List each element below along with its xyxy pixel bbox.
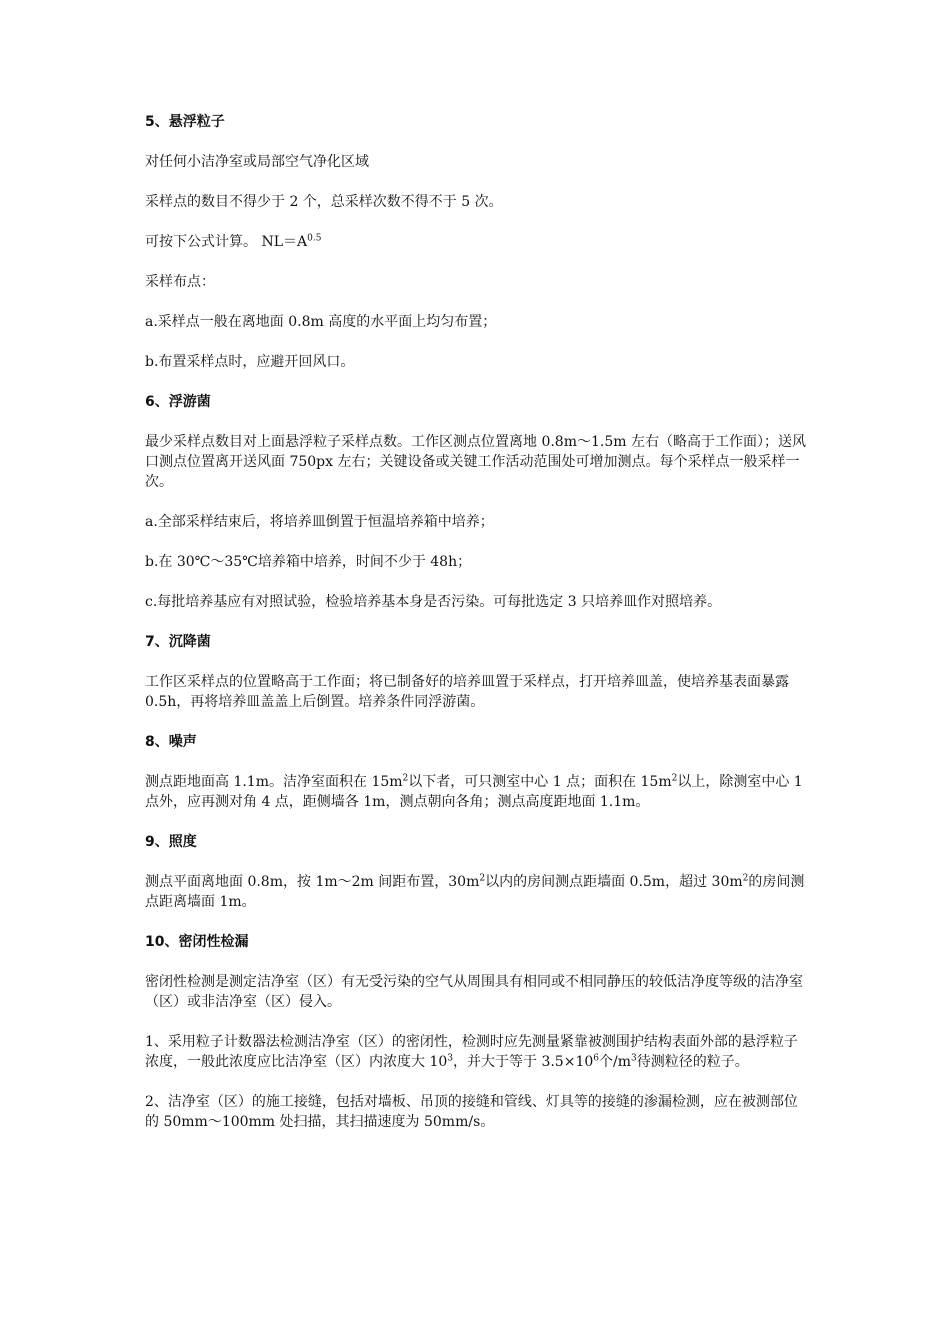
section-6-item-c: c.每批培养基应有对照试验，检验培养基本身是否污染。可每批选定 3 只培养皿作对照培养。 [145, 594, 722, 610]
text-run: 1、采用粒子计数器法检测洁净室（区）的密闭性，检测时应先测量紧靠被测围护结构表面外部的悬浮粒子浓度，一般此浓度应比洁净室（区）内浓度大 10 [145, 1034, 798, 1070]
section-7-paragraph-1: 工作区采样点的位置略高于工作面；将已制备好的培养皿置于采样点，打开培养皿盖，使培养基表面暴露 0.5h，再将培养皿盖盖上后倒置。培养条件同浮游菌。 [145, 674, 789, 710]
document-body [145, 112, 810, 1152]
section-5-item-a: a.采样点一般在离地面 0.8m 高度的水平面上均匀布置； [145, 314, 497, 330]
superscript: 3 [631, 1053, 637, 1064]
section-6-item-a: a.全部采样结束后，将培养皿倒置于恒温培养箱中培养； [145, 514, 494, 530]
section-5-paragraph-4: 采样布点： [145, 274, 215, 290]
text-run: ，并大于等于 3.5×10 [453, 1054, 594, 1070]
text-run: 以上，除测室中心 1 点外，应再测对角 4 点，距侧墙各 1m，测点朝向各角；测点高度距地面 1.1m。 [145, 774, 803, 810]
section-5-paragraph-2: 采样点的数目不得少于 2 个，总采样次数不得不于 5 次。 [145, 194, 503, 210]
section-10-paragraph-1: 密闭性检测是测定洁净室（区）有无受污染的空气从周围具有相同或不相同静压的较低洁净度等级的洁净室（区）或非洁净室（区）侵入。 [145, 974, 803, 1010]
superscript: 3 [447, 1053, 453, 1064]
section-6-item-b: b.在 30℃～35℃培养箱中培养，时间不少于 48h； [145, 554, 472, 570]
text-run: 待测粒径的粒子。 [636, 1054, 749, 1070]
section-10-paragraph-3: 2、洁净室（区）的施工接缝，包括对墙板、吊顶的接缝和管线、灯具等的接缝的渗漏检测，应在被测部位的 50mm～100mm 处扫描，其扫描速度为 50mm/s。 [145, 1094, 798, 1130]
text-run: 测点距地面高 1.1m。洁净室面积在 15m [145, 774, 403, 790]
section-5-item-b: b.布置采样点时，应避开回风口。 [145, 354, 355, 370]
text-run: 个/m [599, 1054, 631, 1070]
superscript: 2 [742, 873, 749, 884]
section-9-paragraph-1 [145, 872, 810, 912]
section-5-paragraph-1: 对任何小洁净室或局部空气净化区域 [145, 154, 369, 170]
formula-exponent: 0.5 [307, 233, 322, 244]
superscript: 2 [479, 873, 486, 884]
section-10-heading: 10、密闭性检漏 [145, 934, 249, 950]
section-7-heading: 7、沉降菌 [145, 634, 211, 650]
section-5-formula [145, 232, 810, 252]
formula-text: 可按下公式计算。 NL＝A [145, 234, 308, 250]
text-run: 测点平面离地面 0.8m，按 1m～2m 间距布置，30m [145, 874, 480, 890]
text-run: 的房间测点距离墙面 1m。 [145, 874, 805, 910]
text-run: 以下者，可只测室中心 1 点；面积在 15m [408, 774, 672, 790]
text-run: 以内的房间测点距墙面 0.5m，超过 30m [485, 874, 743, 890]
superscript: 2 [671, 773, 678, 784]
section-6-heading: 6、浮游菌 [145, 394, 211, 410]
superscript: 6 [593, 1053, 599, 1064]
section-9-heading: 9、照度 [145, 834, 197, 850]
section-8-paragraph-1 [145, 772, 810, 812]
section-8-heading: 8、噪声 [145, 734, 197, 750]
section-10-paragraph-2 [145, 1032, 810, 1072]
section-5-heading: 5、悬浮粒子 [145, 114, 225, 130]
section-6-paragraph-1: 最少采样点数目对上面悬浮粒子采样点数。工作区测点位置离地 0.8m～1.5m 左右（略高于工作面）；送风口测点位置离开送风面 750px 左右；关键设备或关键工作活动范围处可增加测点。每个采样点一般采样一次。 [145, 434, 806, 490]
superscript: 2 [402, 773, 409, 784]
